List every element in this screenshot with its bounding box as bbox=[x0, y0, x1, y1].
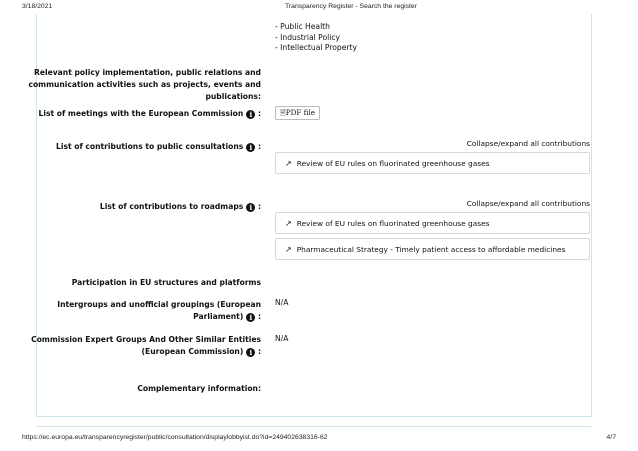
collapse-expand-link[interactable]: Collapse/expand all contributions bbox=[466, 139, 590, 148]
participation-label: Participation in EU structures and platforms bbox=[71, 278, 261, 287]
interest-item: - Industrial Policy bbox=[275, 32, 341, 42]
roadmap-item[interactable]: ↗ Review of EU rules on fluorinated greenhouse gases bbox=[275, 212, 590, 234]
collapse-expand-link[interactable]: Collapse/expand all contributions bbox=[466, 199, 590, 208]
external-link-icon: ↗ bbox=[285, 245, 292, 254]
intergroups-label: Intergroups and unofficial groupings (European Parliament) i : bbox=[57, 300, 261, 322]
pdf-file-icon: 🗎 bbox=[280, 108, 286, 117]
roadmap-item[interactable]: ↗ Pharmaceutical Strategy - Timely patient access to affordable medicines bbox=[275, 238, 590, 260]
consultation-item[interactable]: ↗ Review of EU rules on fluorinated greenhouse gases bbox=[275, 152, 590, 174]
expert-groups-label: Commission Expert Groups And Other Similar Entities (European Commission) i : bbox=[31, 335, 261, 357]
print-title: Transparency Register - Search the register bbox=[285, 3, 417, 10]
info-circle-icon[interactable]: i bbox=[246, 110, 255, 119]
meetings-label: List of meetings with the European Commission i : bbox=[38, 109, 261, 119]
info-circle-icon[interactable]: i bbox=[246, 203, 255, 212]
external-link-icon: ↗ bbox=[285, 159, 292, 168]
interest-item: - Public Health bbox=[275, 22, 330, 31]
pdf-file-button[interactable]: 🗎PDF file bbox=[275, 106, 320, 120]
info-circle-icon[interactable]: i bbox=[246, 143, 255, 152]
complementary-info-label: Complementary information: bbox=[137, 384, 261, 393]
info-circle-icon[interactable]: i bbox=[246, 313, 255, 322]
print-url: https://ec.europa.eu/transparencyregister/public/consultation/displaylobbyist.do?id=249402638316-62 bbox=[22, 434, 328, 441]
interests-list bbox=[275, 22, 357, 54]
consultations-label: List of contributions to public consultations i : bbox=[56, 142, 261, 152]
intergroups-value: N/A bbox=[275, 298, 289, 307]
expert-groups-value: N/A bbox=[275, 334, 289, 343]
interest-item: - Intellectual Property bbox=[275, 43, 358, 52]
policy-implementation-label: Relevant policy implementation, public relations and communication activities such as projects, events and publications: bbox=[28, 68, 261, 101]
page-number: 4/7 bbox=[606, 434, 616, 441]
divider bbox=[36, 426, 591, 427]
print-date: 3/18/2021 bbox=[22, 3, 53, 10]
roadmaps-label: List of contributions to roadmaps i : bbox=[99, 202, 261, 212]
info-circle-icon[interactable]: i bbox=[246, 348, 255, 357]
external-link-icon: ↗ bbox=[285, 219, 292, 228]
